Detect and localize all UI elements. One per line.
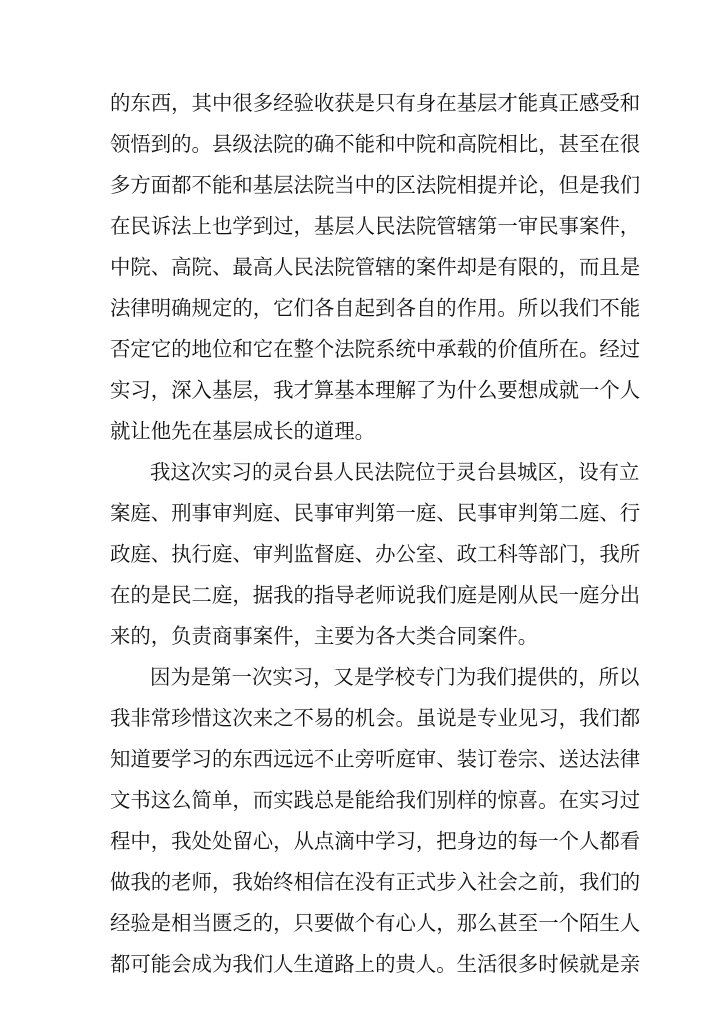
text-line: 知道要学习的东西远远不止旁听庭审、装订卷宗、送达法律 (110, 747, 641, 771)
text-line: 领悟到的。县级法院的确不能和中院和高院相比，甚至在很 (110, 132, 641, 156)
text-line: 政庭、执行庭、审判监督庭、办公室、政工科等部门，我所 (110, 542, 641, 566)
text-line: 都可能会成为我们人生道路上的贵人。生活很多时候就是亲 (110, 952, 641, 976)
paragraph-first-line: 我这次实习的灵台县人民法院位于灵台县城区，设有立 (150, 460, 640, 484)
text-line: 我非常珍惜这次来之不易的机会。虽说是专业见习，我们都 (110, 706, 641, 730)
text-line: 否定它的地位和它在整个法院系统中承载的价值所在。经过 (110, 337, 641, 361)
text-line: 文书这么简单，而实践总是能给我们别样的惊喜。在实习过 (110, 788, 641, 812)
text-line: 在的是民二庭，据我的指导老师说我们庭是刚从民一庭分出 (110, 583, 641, 607)
text-line: 做我的老师，我始终相信在没有正式步入社会之前，我们的 (110, 870, 641, 894)
text-line: 多方面都不能和基层法院当中的区法院相提并论，但是我们 (110, 173, 641, 197)
text-line: 实习，深入基层，我才算基本理解了为什么要想成就一个人 (110, 378, 641, 402)
text-line: 来的，负责商事案件，主要为各大类合同案件。 (110, 624, 539, 648)
paragraph-first-line: 因为是第一次实习，又是学校专门为我们提供的，所以 (150, 665, 640, 689)
text-line: 法律明确规定的，它们各自起到各自的作用。所以我们不能 (110, 296, 641, 320)
text-line: 案庭、刑事审判庭、民事审判第一庭、民事审判第二庭、行 (110, 501, 641, 525)
text-line: 的东西，其中很多经验收获是只有身在基层才能真正感受和 (110, 91, 641, 115)
text-line: 经验是相当匮乏的，只要做个有心人，那么甚至一个陌生人 (110, 911, 641, 935)
text-line: 在民诉法上也学到过，基层人民法院管辖第一审民事案件， (110, 214, 641, 238)
text-line: 中院、高院、最高人民法院管辖的案件却是有限的，而且是 (110, 255, 641, 279)
text-line: 就让他先在基层成长的道理。 (110, 419, 376, 443)
text-line: 程中，我处处留心，从点滴中学习，把身边的每一个人都看 (110, 829, 641, 853)
